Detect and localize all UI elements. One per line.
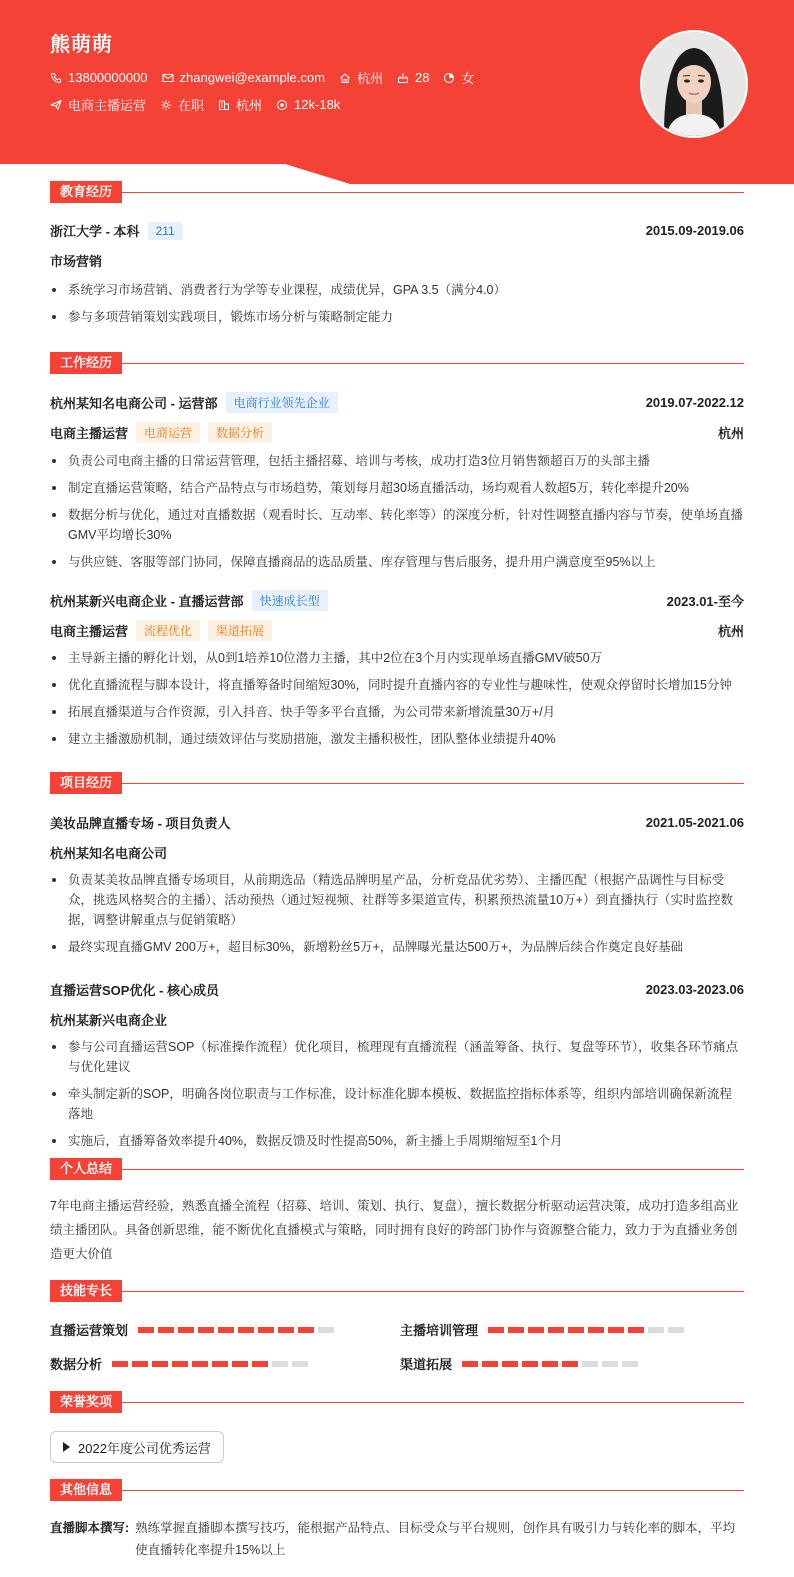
section-title: 其他信息 bbox=[50, 1479, 122, 1501]
target-city-info bbox=[218, 95, 262, 114]
email-info bbox=[162, 70, 325, 85]
work-1-role-row bbox=[50, 620, 744, 641]
skill-tag: 数据分析 bbox=[208, 422, 272, 443]
skill-segment-filled bbox=[252, 1361, 268, 1367]
skill-segment-filled bbox=[158, 1327, 174, 1333]
section-divider bbox=[50, 363, 744, 364]
skill-segment-filled bbox=[192, 1361, 208, 1367]
job-target-info bbox=[50, 95, 146, 114]
salary-text: 12k-18k bbox=[294, 97, 341, 112]
other-info-key: 直播脚本撰写: bbox=[50, 1521, 130, 1535]
list-item: 参与多项营销策划实践项目，锻炼市场分析与策略制定能力 bbox=[50, 307, 744, 327]
skill-item bbox=[400, 1320, 688, 1339]
skill-tag: 流程优化 bbox=[136, 620, 200, 641]
contact-row bbox=[50, 68, 488, 87]
education-header bbox=[50, 221, 744, 240]
skill-segment-filled bbox=[232, 1361, 248, 1367]
skill-segment-filled bbox=[588, 1327, 604, 1333]
skill-name: 数据分析 bbox=[50, 1357, 103, 1372]
project-1-bullets bbox=[50, 1037, 744, 1158]
target-city-text: 杭州 bbox=[236, 98, 263, 113]
skill-segment-filled bbox=[528, 1327, 544, 1333]
skill-segment-filled bbox=[152, 1361, 168, 1367]
company-tag: 电商行业领先企业 bbox=[226, 392, 338, 413]
skill-name: 渠道拓展 bbox=[400, 1357, 453, 1372]
work-1-header bbox=[50, 590, 744, 611]
skill-segment-empty bbox=[602, 1361, 618, 1367]
skill-segment-filled bbox=[542, 1361, 558, 1367]
major: 市场营销 bbox=[50, 254, 103, 269]
skill-segment-filled bbox=[488, 1327, 504, 1333]
list-item: 建立主播激励机制，通过绩效评估与奖励措施，激发主播积极性，团队整体业绩提升40% bbox=[50, 729, 744, 749]
school-name: 浙江大学 - 本科 bbox=[50, 224, 140, 239]
project-company: 杭州某知名电商公司 bbox=[50, 846, 168, 861]
section-title: 项目经历 bbox=[50, 772, 122, 794]
skill-segment-filled bbox=[568, 1327, 584, 1333]
phone-icon bbox=[50, 72, 62, 84]
status-info bbox=[160, 95, 204, 114]
gender-info bbox=[443, 68, 474, 87]
section-title: 技能专长 bbox=[50, 1280, 122, 1302]
salary-info bbox=[276, 97, 340, 112]
skill-segment-filled bbox=[178, 1327, 194, 1333]
skill-segment-filled bbox=[462, 1361, 478, 1367]
company-name: 杭州某知名电商公司 - 运营部 bbox=[50, 396, 218, 411]
skill-name: 主播培训管理 bbox=[400, 1323, 479, 1338]
skill-segment-empty bbox=[292, 1361, 308, 1367]
section-project bbox=[50, 772, 744, 794]
role-title: 电商主播运营 bbox=[50, 624, 129, 639]
summary-text: 7年电商主播运营经验，熟悉直播全流程（招募、培训、策划、执行、复盘），擅长数据分析驱动运营决策，成功打造多组高业绩主播团队。具备创新思维，能不断优化直播模式与策略，同时拥有良好的跨部门协作与资源整合能力，致力于为直播业务创造更大价值 bbox=[50, 1199, 739, 1261]
list-item: 系统学习市场营销、消费者行为学等专业课程，成绩优异，GPA 3.5（满分4.0） bbox=[50, 280, 744, 300]
education-major-row bbox=[50, 251, 744, 270]
skill-segment-empty bbox=[318, 1327, 334, 1333]
other-info-row bbox=[50, 1517, 744, 1561]
section-divider bbox=[50, 1402, 744, 1403]
project-title: 美妆品牌直播专场 - 项目负责人 bbox=[50, 816, 231, 831]
list-item: 负责公司电商主播的日常运营管理，包括主播招募、培训与考核，成功打造3位月销售额超百万的头部主播 bbox=[50, 451, 744, 471]
list-item: 参与公司直播运营SOP（标准操作流程）优化项目，梳理现有直播流程（涵盖筹备、执行、复盘等环节），收集各环节痛点与优化建议 bbox=[50, 1037, 744, 1077]
skill-segment-filled bbox=[502, 1361, 518, 1367]
skill-tag: 渠道拓展 bbox=[208, 620, 272, 641]
section-skills bbox=[50, 1280, 744, 1302]
gender-icon bbox=[443, 72, 455, 84]
email-text: zhangwei@example.com bbox=[179, 70, 325, 85]
list-item: 优化直播流程与脚本设计，将直播筹备时间缩短30%，同时提升直播内容的专业性与趣味性，使观众停留时长增加15分钟 bbox=[50, 675, 744, 695]
section-title: 个人总结 bbox=[50, 1158, 122, 1180]
skill-tag: 电商运营 bbox=[136, 422, 200, 443]
project-title: 直播运营SOP优化 - 核心成员 bbox=[50, 983, 220, 998]
play-triangle-icon bbox=[63, 1442, 70, 1452]
skill-segment-filled bbox=[522, 1361, 538, 1367]
company-name: 杭州某新兴电商企业 - 直播运营部 bbox=[50, 594, 244, 609]
school-tag: 211 bbox=[148, 222, 183, 240]
section-summary bbox=[50, 1158, 744, 1180]
other-info-value: 熟练掌握直播脚本撰写技巧，能根据产品特点、目标受众与平台规则，创作具有吸引力与转化率的脚本，平均使直播转化率提升15%以上 bbox=[135, 1521, 736, 1557]
candidate-name: 熊萌萌 bbox=[50, 34, 113, 56]
project-date: 2023.03-2023.06 bbox=[645, 982, 744, 997]
skill-item bbox=[50, 1354, 312, 1373]
age-info bbox=[397, 70, 429, 85]
skill-level-bar bbox=[488, 1327, 688, 1333]
skill-segment-filled bbox=[608, 1327, 624, 1333]
list-item: 牵头制定新的SOP，明确各岗位职责与工作标准，设计标准化脚本模板、数据监控指标体系等，组织内部培训确保新流程落地 bbox=[50, 1084, 744, 1124]
job-row bbox=[50, 95, 354, 114]
award-text: 2022年度公司优秀运营 bbox=[78, 1440, 211, 1456]
section-title: 教育经历 bbox=[50, 181, 122, 203]
skill-level-bar bbox=[138, 1327, 338, 1333]
skill-segment-filled bbox=[258, 1327, 274, 1333]
list-item: 数据分析与优化，通过对直播数据（观看时长、互动率、转化率等）的深度分析，针对性调整直播内容与节奏，使单场直播GMV平均增长30% bbox=[50, 505, 744, 545]
section-divider bbox=[50, 1169, 744, 1170]
skill-segment-empty bbox=[668, 1327, 684, 1333]
age-text: 28 bbox=[414, 70, 430, 85]
skill-segment-filled bbox=[562, 1361, 578, 1367]
skill-segment-filled bbox=[238, 1327, 254, 1333]
skill-segment-filled bbox=[138, 1327, 154, 1333]
work-location: 杭州 bbox=[717, 426, 744, 441]
work-location: 杭州 bbox=[717, 624, 744, 639]
skill-level-bar bbox=[462, 1361, 642, 1367]
avatar-portrait-icon bbox=[642, 32, 746, 136]
skill-segment-filled bbox=[172, 1361, 188, 1367]
work-date: 2023.01-至今 bbox=[666, 594, 744, 609]
mail-icon bbox=[162, 72, 174, 84]
salary-icon bbox=[276, 99, 288, 111]
project-0-bullets bbox=[50, 870, 744, 964]
work-0-bullets bbox=[50, 451, 744, 579]
age-icon bbox=[397, 72, 409, 84]
phone-info bbox=[50, 70, 148, 85]
section-other bbox=[50, 1479, 744, 1501]
section-divider bbox=[50, 783, 744, 784]
skill-level-bar bbox=[112, 1361, 312, 1367]
work-0-header bbox=[50, 392, 744, 413]
skill-segment-empty bbox=[272, 1361, 288, 1367]
skill-segment-filled bbox=[132, 1361, 148, 1367]
work-0-role-row bbox=[50, 422, 744, 443]
section-divider bbox=[50, 1490, 744, 1491]
home-icon bbox=[339, 72, 351, 84]
project-date: 2021.05-2021.06 bbox=[645, 815, 744, 830]
building-icon bbox=[218, 99, 230, 111]
phone-text: 13800000000 bbox=[68, 70, 148, 85]
role-title: 电商主播运营 bbox=[50, 426, 129, 441]
list-item: 负责某美妆品牌直播专场项目，从前期选品（精选品牌明星产品，分析竞品优劣势）、主播匹配（根据产品调性与目标受众，挑选风格契合的主播）、活动预热（通过短视频、社群等多渠道宣传，积累预热流量10万+）到直播执行（实时监控数据，调整讲解重点与促销策略） bbox=[50, 870, 744, 930]
project-1-header bbox=[50, 980, 744, 999]
project-0-header bbox=[50, 813, 744, 832]
list-item: 与供应链、客服等部门协同，保障直播商品的选品质量、库存管理与售后服务，提升用户满意度至95%以上 bbox=[50, 552, 744, 572]
skill-segment-filled bbox=[508, 1327, 524, 1333]
list-item: 制定直播运营策略，结合产品特点与市场趋势，策划每月超30场直播活动，场均观看人数超5万，转化率提升20% bbox=[50, 478, 744, 498]
list-item: 实施后，直播筹备效率提升40%，数据反馈及时性提高50%，新主播上手周期缩短至1个月 bbox=[50, 1131, 744, 1151]
skill-segment-filled bbox=[212, 1361, 228, 1367]
send-icon bbox=[50, 99, 62, 111]
education-date: 2015.09-2019.06 bbox=[645, 223, 744, 238]
award-badge bbox=[50, 1431, 224, 1463]
project-company: 杭州某新兴电商企业 bbox=[50, 1013, 168, 1028]
city-text: 杭州 bbox=[356, 71, 383, 86]
list-item: 主导新主播的孵化计划，从0到1培养10位潜力主播，其中2位在3个月内实现单场直播GMV破50万 bbox=[50, 648, 744, 668]
section-work bbox=[50, 352, 744, 374]
skill-segment-empty bbox=[582, 1361, 598, 1367]
section-divider bbox=[50, 1291, 744, 1292]
skill-segment-filled bbox=[112, 1361, 128, 1367]
project-0-company-row bbox=[50, 843, 744, 862]
avatar bbox=[640, 30, 748, 138]
skill-item bbox=[50, 1320, 338, 1339]
company-tag: 快速成长型 bbox=[252, 590, 328, 611]
skill-segment-filled bbox=[628, 1327, 644, 1333]
skill-segment-filled bbox=[278, 1327, 294, 1333]
list-item: 拓展直播渠道与合作资源，引入抖音、快手等多平台直播，为公司带来新增流量30万+/月 bbox=[50, 702, 744, 722]
work-1-bullets bbox=[50, 648, 744, 756]
city-info bbox=[339, 68, 383, 87]
list-item: 最终实现直播GMV 200万+，超目标30%，新增粉丝5万+，品牌曝光量达500万+，为品牌后续合作奠定良好基础 bbox=[50, 937, 744, 957]
skill-segment-filled bbox=[218, 1327, 234, 1333]
skill-segment-empty bbox=[622, 1361, 638, 1367]
status-text: 在职 bbox=[178, 98, 205, 113]
skill-segment-filled bbox=[198, 1327, 214, 1333]
status-gear-icon bbox=[160, 99, 172, 111]
work-date: 2019.07-2022.12 bbox=[645, 395, 744, 410]
skill-segment-filled bbox=[482, 1361, 498, 1367]
job-target-text: 电商主播运营 bbox=[68, 98, 147, 113]
section-title: 荣誉奖项 bbox=[50, 1391, 122, 1413]
section-divider bbox=[50, 192, 744, 193]
skill-name: 直播运营策划 bbox=[50, 1323, 129, 1338]
section-awards bbox=[50, 1391, 744, 1413]
skill-item bbox=[400, 1354, 642, 1373]
skill-segment-empty bbox=[648, 1327, 664, 1333]
gender-text: 女 bbox=[461, 71, 475, 86]
section-education bbox=[50, 181, 744, 203]
section-title: 工作经历 bbox=[50, 352, 122, 374]
project-1-company-row bbox=[50, 1010, 744, 1029]
skill-segment-filled bbox=[298, 1327, 314, 1333]
skill-segment-filled bbox=[548, 1327, 564, 1333]
education-bullets bbox=[50, 280, 744, 334]
